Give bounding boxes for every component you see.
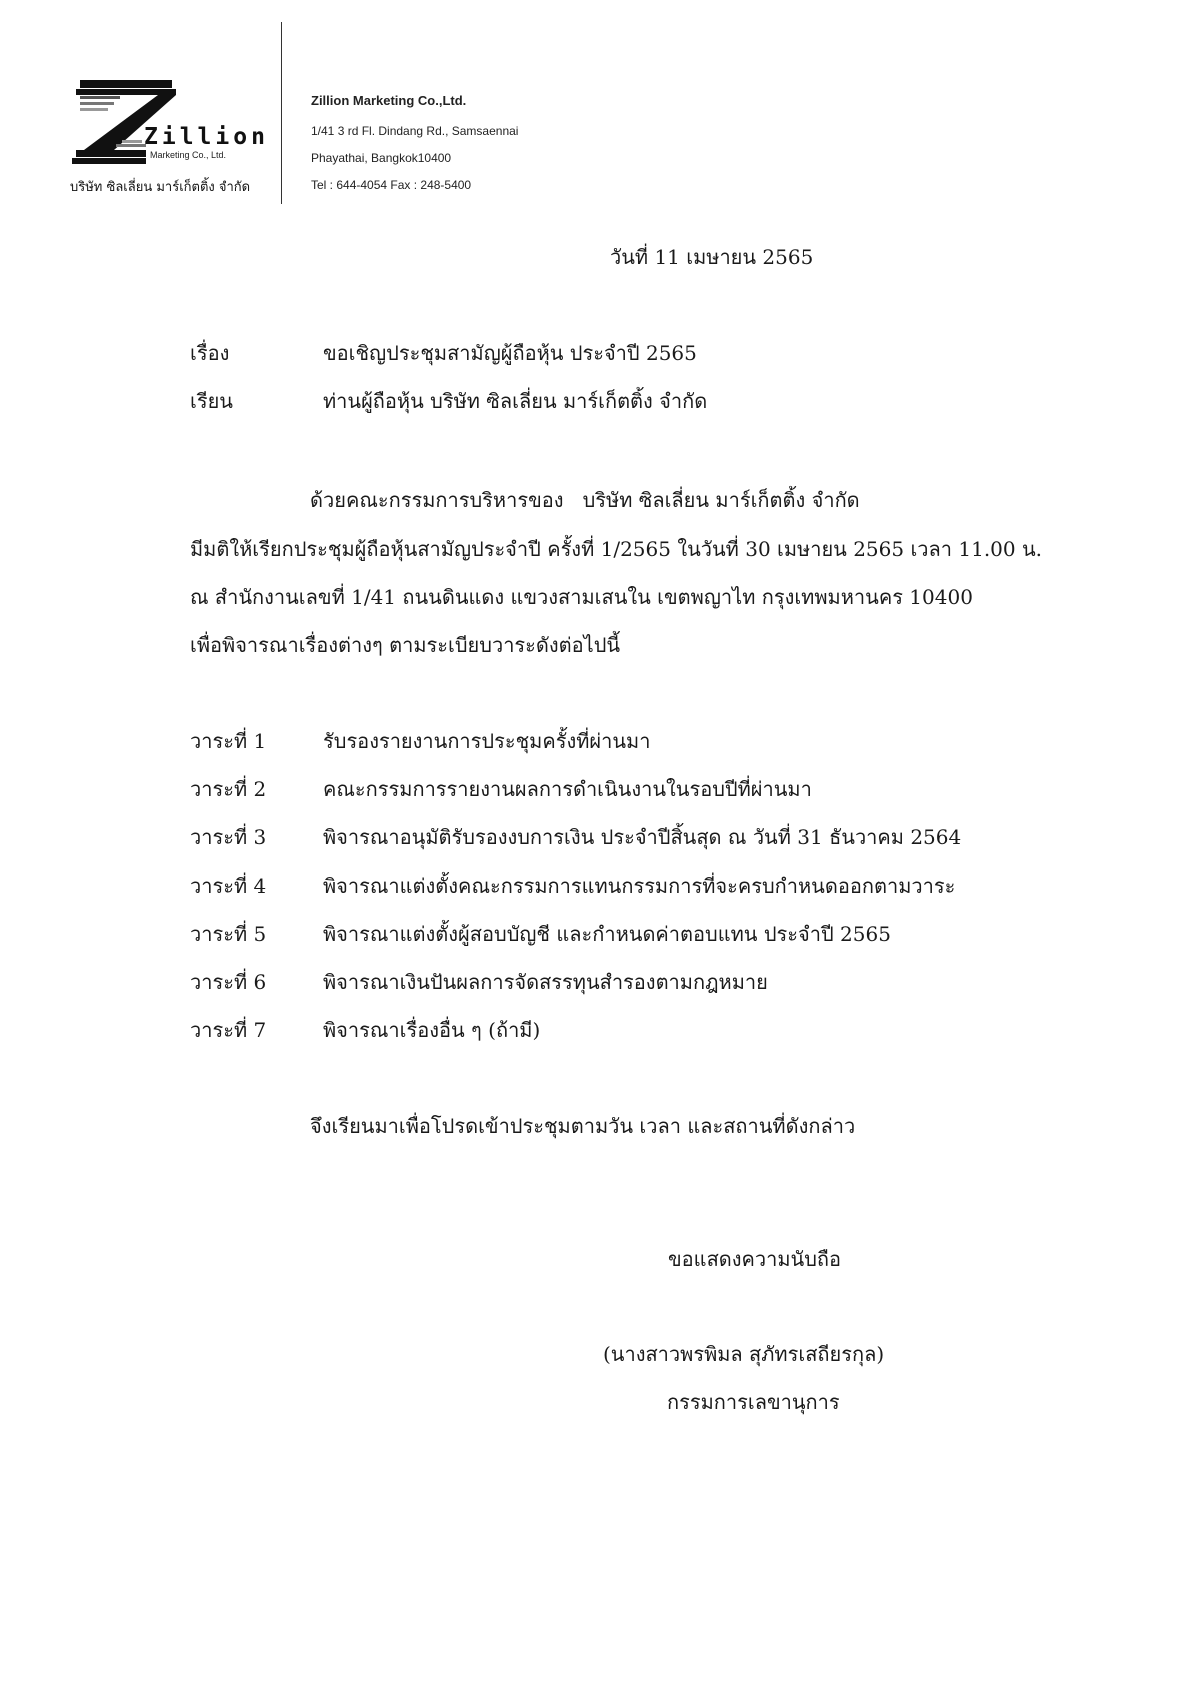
closing-text: จึงเรียนมาเพื่อโปรดเข้าประชุมตามวัน เวลา และสถานที่ดังกล่าว bbox=[310, 1114, 856, 1138]
company-address-line2: Phayathai, Bangkok10400 bbox=[311, 151, 452, 165]
agenda-item-5-text: พิจารณาแต่งตั้งผู้สอบบัญชี และกำหนดค่าตอบแทน ประจำปี 2565 bbox=[323, 922, 891, 946]
logo-wordmark: Zillion bbox=[144, 124, 269, 150]
logo-subtitle: Marketing Co., Ltd. bbox=[150, 150, 227, 160]
subject-text: ขอเชิญประชุมสามัญผู้ถือหุ้น ประจำปี 2565 bbox=[323, 341, 697, 365]
agenda-item-7-text: พิจารณาเรื่องอื่น ๆ (ถ้ามี) bbox=[323, 1018, 541, 1042]
body-line-4: เพื่อพิจารณาเรื่องต่างๆ ตามระเบียบวาระดังต่อไปนี้ bbox=[190, 633, 621, 657]
company-contact: Tel : 644-4054 Fax : 248-5400 bbox=[311, 178, 472, 192]
agenda-item-4-text: พิจารณาแต่งตั้งคณะกรรมการแทนกรรมการที่จะครบกำหนดออกตามวาระ bbox=[323, 874, 956, 898]
agenda-item-2-number: วาระที่ 2 bbox=[190, 777, 267, 801]
agenda-item-5-number: วาระที่ 5 bbox=[190, 922, 267, 946]
recipient-text: ท่านผู้ถือหุ้น บริษัท ซิลเลี่ยน มาร์เก็ตติ้ง จำกัด bbox=[323, 389, 708, 413]
body-line-3: ณ สำนักงานเลขที่ 1/41 ถนนดินแดง แขวงสามเสนใน เขตพญาไท กรุงเทพมหานคร 10400 bbox=[190, 585, 973, 609]
agenda-item-3-number: วาระที่ 3 bbox=[190, 825, 267, 849]
body-line-1: ด้วยคณะกรรมการบริหารของ บริษัท ซิลเลี่ยน มาร์เก็ตติ้ง จำกัด bbox=[310, 488, 860, 512]
agenda-item-3-text: พิจารณาอนุมัติรับรองงบการเงิน ประจำปีสิ้นสุด ณ วันที่ 31 ธันวาคม 2564 bbox=[323, 825, 962, 849]
regards-text: ขอแสดงความนับถือ bbox=[668, 1247, 842, 1271]
agenda-item-6-text: พิจารณาเงินปันผลการจัดสรรทุนสำรองตามกฎหมาย bbox=[323, 970, 768, 994]
logo-thai-name: บริษัท ซิลเลี่ยน มาร์เก็ตติ้ง จำกัด bbox=[70, 180, 251, 195]
company-name: Zillion Marketing Co.,Ltd. bbox=[311, 93, 467, 108]
letterhead-divider bbox=[281, 22, 282, 204]
signer-position: กรรมการเลขานุการ bbox=[667, 1390, 840, 1414]
agenda-item-1-number: วาระที่ 1 bbox=[190, 729, 267, 753]
recipient-label: เรียน bbox=[190, 389, 233, 413]
signer-name: (นางสาวพรพิมล สุภัทรเสถียรกุล) bbox=[603, 1342, 885, 1366]
letter-date: วันที่ 11 เมษายน 2565 bbox=[610, 245, 814, 269]
subject-label: เรื่อง bbox=[190, 341, 230, 365]
body-line-2: มีมติให้เรียกประชุมผู้ถือหุ้นสามัญประจำปี ครั้งที่ 1/2565 ในวันที่ 30 เมษายน 2565 เวลา 11.00 น. bbox=[190, 537, 1043, 561]
company-address-line1: 1/41 3 rd Fl. Dindang Rd., Samsaennai bbox=[311, 124, 519, 138]
agenda-item-1-text: รับรองรายงานการประชุมครั้งที่ผ่านมา bbox=[323, 729, 651, 753]
agenda-item-7-number: วาระที่ 7 bbox=[190, 1018, 267, 1042]
agenda-item-4-number: วาระที่ 4 bbox=[190, 874, 267, 898]
agenda-item-2-text: คณะกรรมการรายงานผลการดำเนินงานในรอบปีที่ผ่านมา bbox=[323, 777, 812, 801]
company-logo bbox=[62, 76, 272, 196]
agenda-item-6-number: วาระที่ 6 bbox=[190, 970, 267, 994]
